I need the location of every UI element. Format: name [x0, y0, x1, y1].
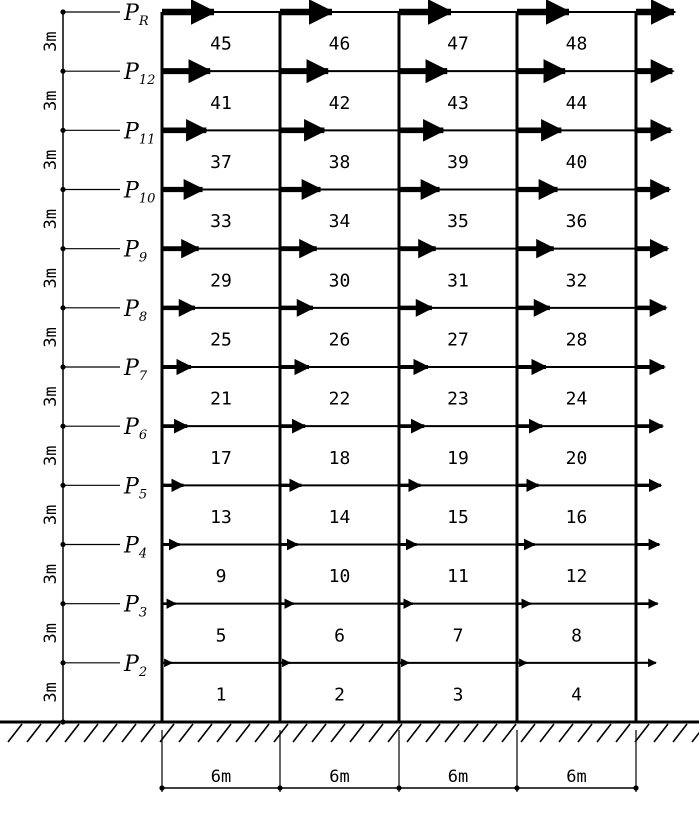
- load-label: $P_7$: [124, 356, 148, 384]
- story-height-label: 3m: [41, 504, 61, 526]
- hatch-mark: [654, 724, 668, 742]
- hatch-mark: [217, 724, 231, 742]
- hatch-mark: [559, 724, 573, 742]
- hatch-mark: [464, 724, 478, 742]
- hatch-mark: [692, 724, 699, 742]
- bay-width-label: 6m: [210, 767, 232, 787]
- story-height-label: 3m: [41, 445, 61, 466]
- panel-number: 19: [447, 447, 469, 469]
- panel-number: 38: [328, 151, 351, 173]
- panel-number: 35: [447, 211, 469, 233]
- bay-width-dimension: [159, 730, 638, 792]
- panel-number: 46: [328, 33, 351, 55]
- bay-width-label: 6m: [447, 767, 469, 787]
- story-height-label: 3m: [41, 623, 61, 644]
- load-label-subscript: 9: [138, 250, 148, 266]
- hatch-mark: [673, 724, 687, 742]
- panel-number: 40: [565, 151, 588, 173]
- panel-number: 15: [447, 506, 469, 528]
- panel-number: 34: [328, 211, 351, 233]
- panel-number: 6: [334, 625, 345, 647]
- load-label-subscript: 4: [138, 546, 148, 562]
- hatch-mark: [84, 724, 98, 742]
- dimension-tick: [514, 785, 519, 790]
- load-label: $P_4$: [124, 533, 148, 562]
- panel-number: 7: [452, 625, 464, 647]
- hatch-mark: [255, 724, 269, 742]
- hatch-mark: [426, 724, 440, 742]
- load-label-subscript: 11: [138, 132, 156, 148]
- panel-number: 16: [565, 506, 588, 528]
- panel-number: 8: [571, 625, 582, 647]
- load-label: $P_{12}$: [124, 60, 156, 89]
- hatch-mark: [331, 724, 345, 742]
- load-label: $P_R$: [124, 1, 149, 29]
- hatch-mark: [198, 724, 212, 742]
- hatch-mark: [502, 724, 516, 742]
- story-height-label: 3m: [41, 268, 61, 289]
- story-height-label: 3m: [41, 208, 61, 230]
- panel-number: 43: [447, 92, 469, 114]
- panel-number: 17: [210, 447, 232, 469]
- dimension-tick: [60, 719, 65, 724]
- load-label-subscript: 6: [138, 428, 148, 444]
- hatch-mark: [597, 724, 611, 742]
- panel-number: 27: [447, 329, 469, 351]
- story-height-dimension: [41, 9, 66, 724]
- hatch-mark: [8, 724, 22, 742]
- story-height-label: 3m: [41, 682, 61, 703]
- hatch-mark: [103, 724, 117, 742]
- load-label-subscript: 8: [138, 309, 148, 325]
- load-label-subscript: 12: [138, 73, 156, 89]
- panel-number: 25: [210, 329, 232, 351]
- load-label: $P_9$: [124, 237, 148, 266]
- panel-number: 5: [215, 625, 227, 647]
- panel-number: 22: [328, 388, 351, 410]
- load-label-subscript: R: [138, 14, 149, 29]
- panel-number: 48: [565, 33, 588, 55]
- panel-number: 44: [565, 92, 588, 114]
- load-label: $P_3$: [124, 592, 148, 621]
- hatch-mark: [635, 724, 649, 742]
- load-labels: [63, 1, 155, 680]
- hatch-mark: [179, 724, 193, 742]
- panel-number: 39: [447, 151, 469, 173]
- hatch-mark: [122, 724, 136, 742]
- load-label: $P_8$: [124, 296, 148, 325]
- hatch-mark: [540, 724, 554, 742]
- bay-width-label: 6m: [566, 767, 587, 787]
- panel-number: 10: [328, 566, 351, 588]
- load-label: $P_6$: [124, 415, 148, 444]
- dimension-tick: [396, 785, 401, 790]
- panel-number: 24: [565, 388, 588, 410]
- panel-number: 11: [447, 566, 469, 588]
- bay-width-label: 6m: [329, 767, 350, 787]
- story-height-label: 3m: [41, 149, 61, 171]
- hatch-mark: [46, 724, 60, 742]
- hatch-mark: [616, 724, 630, 742]
- panel-number: 37: [210, 151, 232, 173]
- panel-number: 30: [328, 270, 351, 292]
- dimension-tick: [633, 785, 638, 790]
- hatch-mark: [65, 724, 79, 742]
- hatch-mark: [407, 724, 421, 742]
- dimension-tick: [159, 785, 164, 790]
- story-height-label: 3m: [41, 386, 61, 407]
- panel-number: 1: [215, 684, 227, 706]
- load-arrows: [162, 12, 674, 663]
- hatch-mark: [141, 724, 155, 742]
- panel-number: 41: [210, 92, 232, 114]
- panel-number: 47: [447, 33, 469, 55]
- panel-number: 33: [210, 211, 232, 233]
- story-height-label: 3m: [41, 327, 61, 348]
- story-height-label: 3m: [41, 90, 61, 111]
- hatch-mark: [369, 724, 383, 742]
- panel-number: 13: [210, 506, 232, 528]
- hatch-mark: [483, 724, 497, 742]
- hatch-mark: [350, 724, 364, 742]
- hatch-mark: [445, 724, 459, 742]
- hatch-mark: [388, 724, 402, 742]
- panel-number: 23: [447, 388, 469, 410]
- panel-number: 26: [328, 329, 351, 351]
- panel-number: 3: [452, 684, 464, 706]
- load-label-subscript: 7: [138, 369, 148, 384]
- panel-number: 42: [328, 92, 351, 114]
- dimension-tick: [277, 785, 282, 790]
- panel-number: 12: [565, 566, 588, 588]
- panel-number: 36: [565, 211, 588, 233]
- panel-number: 45: [210, 33, 232, 55]
- load-label-subscript: 2: [138, 664, 148, 680]
- panel-number: 9: [215, 566, 227, 588]
- hatch-mark: [293, 724, 307, 742]
- hatch-mark: [578, 724, 592, 742]
- panel-number: 14: [328, 506, 351, 528]
- load-label: $P_2$: [124, 651, 148, 680]
- panel-number: 28: [565, 329, 588, 351]
- load-label: $P_5$: [124, 474, 148, 503]
- load-label-subscript: 3: [138, 605, 148, 621]
- panel-number: 2: [334, 684, 345, 706]
- panel-number: 21: [210, 388, 232, 410]
- hatch-mark: [521, 724, 535, 742]
- panel-number: 18: [328, 447, 351, 469]
- panel-number: 20: [565, 447, 588, 469]
- hatch-mark: [27, 724, 41, 742]
- hatch-mark: [312, 724, 326, 742]
- hatch-mark: [236, 724, 250, 742]
- load-label: $P_{11}$: [124, 119, 156, 148]
- story-height-label: 3m: [41, 31, 61, 52]
- load-label: $P_{10}$: [124, 178, 156, 207]
- story-height-label: 3m: [41, 563, 61, 585]
- hatch-mark: [274, 724, 288, 742]
- panel-number: 4: [571, 684, 582, 706]
- load-label-subscript: 10: [138, 191, 156, 207]
- panel-number: 31: [447, 270, 469, 292]
- load-label-subscript: 5: [138, 487, 148, 503]
- panel-number: 32: [565, 270, 588, 292]
- ground-hatching: [0, 722, 699, 742]
- panel-number: 29: [210, 270, 232, 292]
